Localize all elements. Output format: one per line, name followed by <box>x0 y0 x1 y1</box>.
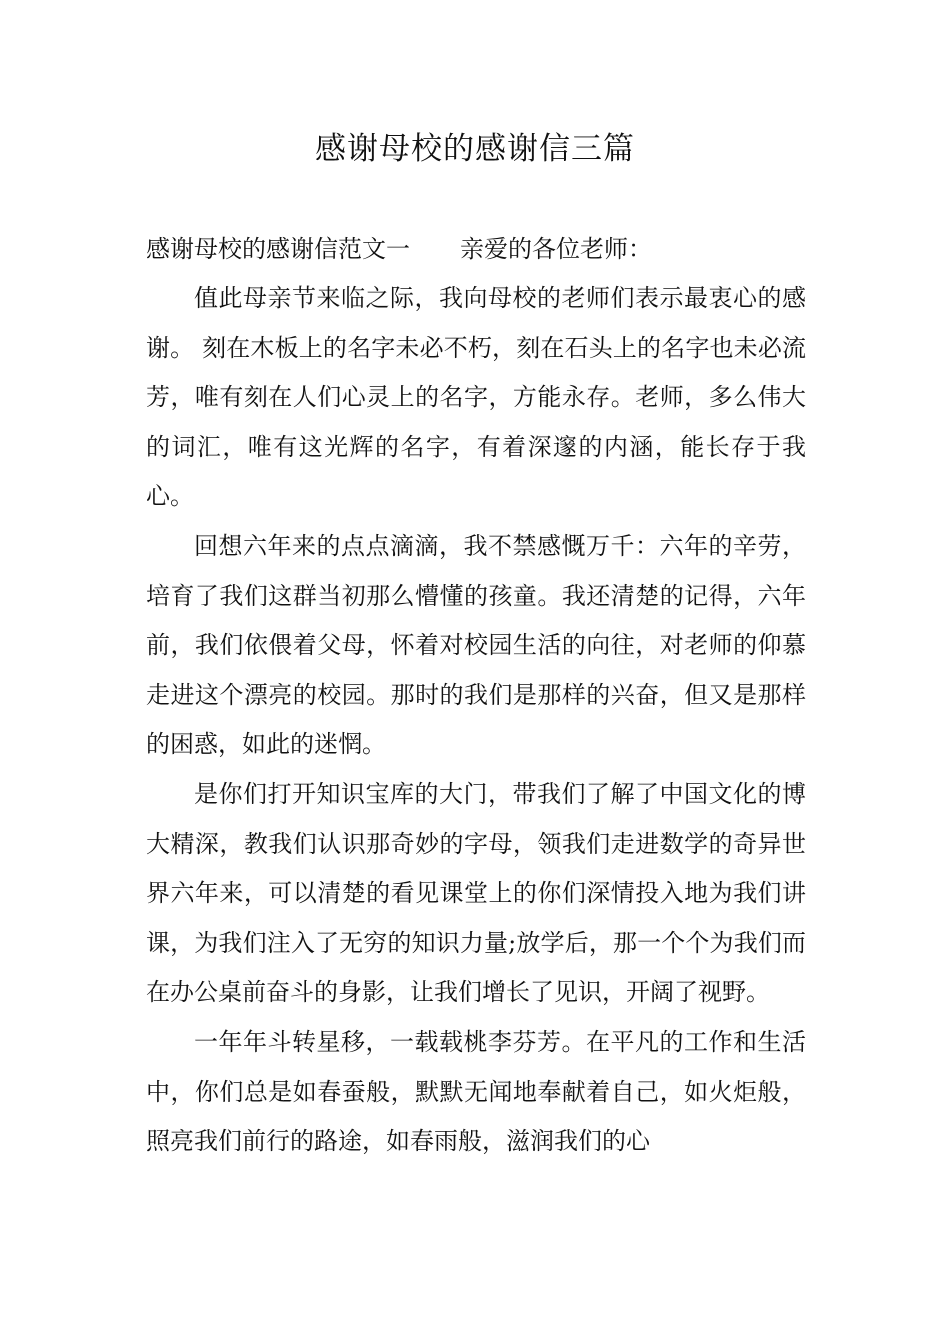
paragraph-2: 回想六年来的点点滴滴，我不禁感慨万千：六年的辛劳，培育了我们这群当初那么懵懂的孩童。我还清楚的记得，六年前，我们依偎着父母，怀着对校园生活的向往，对老师的仰慕走进这个漂亮的校园。那时的我们是那样的兴奋，但又是那样的困惑，如此的迷惘。 <box>146 531 806 759</box>
intro-label: 感谢母校的感谢信范文一 <box>146 235 410 263</box>
intro-line <box>146 224 652 274</box>
document-title: 感谢母校的感谢信三篇 <box>315 131 635 167</box>
paragraph-4: 一年年斗转星移，一载载桃李芬芳。在平凡的工作和生活中，你们总是如春蚕般，默默无闻地奉献着自己，如火炬般，照亮我们前行的路途，如春雨般，滋润我们的心 <box>146 1027 806 1156</box>
greeting: 亲爱的各位老师： <box>460 235 652 263</box>
paragraph-3: 是你们打开知识宝库的大门，带我们了解了中国文化的博大精深，教我们认识那奇妙的字母，领我们走进数学的奇异世界六年来，可以清楚的看见课堂上的你们深情投入地为我们讲课，为我们注入了无穷的知识力量;放学后，那一个个为我们而在办公桌前奋斗的身影，让我们增长了见识，开阔了视野。 <box>146 779 806 1007</box>
paragraph-1: 值此母亲节来临之际，我向母校的老师们表示最衷心的感谢。 刻在木板上的名字未必不朽，刻在石头上的名字也未必流芳，唯有刻在人们心灵上的名字，方能永存。老师，多么伟大的词汇，唯有这光辉的名字，有着深邃的内涵，能长存于我心。 <box>146 284 806 511</box>
body-paragraphs <box>146 274 806 1167</box>
